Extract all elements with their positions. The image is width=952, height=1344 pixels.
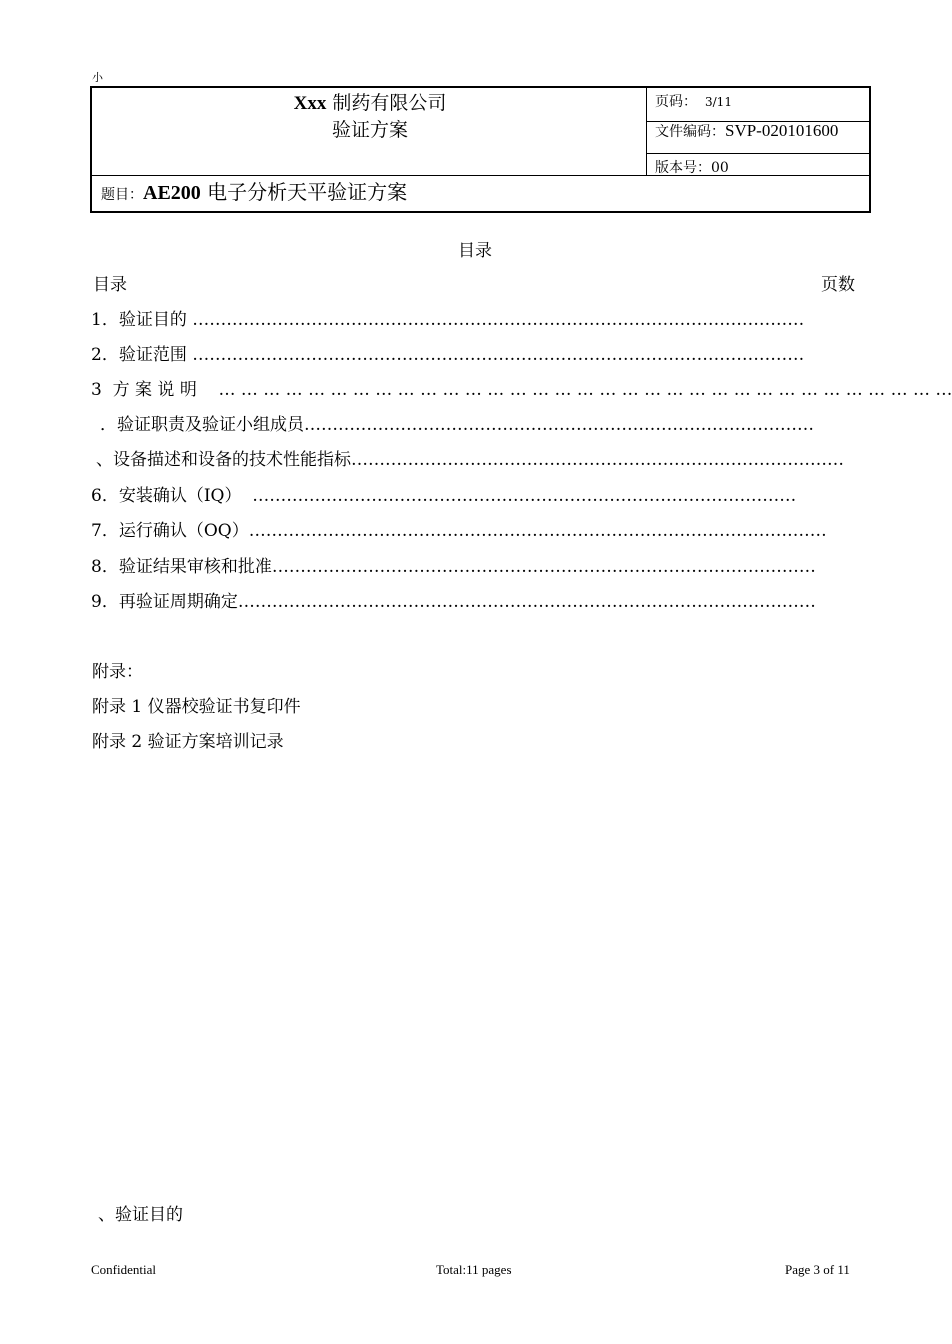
- document-title: [143, 180, 407, 204]
- page-number-field: [655, 91, 732, 111]
- footer-confidential: Confidential: [91, 1262, 156, 1277]
- appendix-heading: 附录：: [92, 662, 143, 682]
- document-header-table: [90, 86, 871, 213]
- company-suffix: 制药有限公司: [326, 92, 447, 114]
- title-model: AE200: [143, 182, 201, 204]
- toc-item-label: 9．再验证周期确定: [91, 592, 238, 612]
- version-value: 00: [711, 160, 729, 176]
- toc-item-label: 2．验证范围: [91, 345, 193, 365]
- page-number-label: 页码：: [655, 94, 697, 110]
- file-code-value: SVP-020101600: [725, 121, 839, 140]
- toc-leader: …………………………………………………………………………………………: [237, 592, 816, 612]
- company-prefix: Xxx: [293, 93, 327, 114]
- toc-item-label: 7．运行确认（OQ）: [91, 521, 249, 541]
- document-title-row: [101, 176, 407, 205]
- toc-item-label: 1．验证目的: [91, 310, 193, 330]
- toc-heading: 目录: [458, 241, 492, 261]
- toc-leader: ………………………………………………………………………………: [304, 415, 814, 435]
- title-text: 电子分析天平验证方案: [200, 180, 408, 204]
- header-divider-vertical: [646, 88, 647, 175]
- version-field: [655, 157, 729, 177]
- footer-total-pages: Total:11 pages: [436, 1262, 512, 1277]
- toc-leader: ………………………………………………………………………………………………: [192, 345, 805, 365]
- toc-item[interactable]: [91, 340, 851, 365]
- company-name: [280, 88, 460, 115]
- document-type: 验证方案: [331, 119, 408, 141]
- title-label: 题目：: [101, 187, 143, 203]
- toc-leader: … … … … … … … … … … … … … … … … … … … … … … … … … … … … … … … … …: [218, 380, 952, 400]
- toc-item[interactable]: [100, 410, 860, 435]
- toc-column-label: 目录: [93, 275, 127, 295]
- version-label: 版本号：: [655, 160, 711, 176]
- toc-leader: ………………………………………………………………………………………………: [192, 310, 805, 330]
- file-code-label: 文件编码：: [655, 124, 725, 140]
- toc-item[interactable]: [91, 481, 851, 506]
- header-divider-meta-2: [646, 153, 869, 154]
- toc-page-column-label: 页数: [821, 275, 855, 295]
- footer-page-number: Page 3 of 11: [785, 1262, 850, 1277]
- toc-item[interactable]: [91, 587, 841, 612]
- toc-item[interactable]: [91, 375, 952, 400]
- section-heading: 、验证目的: [98, 1205, 183, 1225]
- toc-leader: ……………………………………………………………………………………: [252, 486, 797, 506]
- toc-item[interactable]: [96, 445, 856, 470]
- toc-leader: …………………………………………………………………………………………: [248, 521, 827, 541]
- file-code-field: [655, 121, 838, 141]
- toc-item[interactable]: [91, 516, 851, 541]
- toc-item-label: 3 方 案 说 明: [91, 380, 219, 400]
- appendix-item: 附录 2 验证方案培训记录: [92, 732, 284, 752]
- toc-item-label: 6．安装确认（IQ）: [91, 486, 253, 506]
- toc-item-label: 、设备描述和设备的技术性能指标: [96, 450, 351, 470]
- toc-item-label: 8．验证结果审核和批准: [91, 557, 272, 577]
- appendix-item: 附录 1 仪器校验证书复印件: [92, 697, 301, 717]
- toc-item[interactable]: [91, 552, 841, 577]
- corner-mark: 小: [92, 71, 103, 84]
- toc-item-label: ．验证职责及验证小组成员: [100, 415, 304, 435]
- toc-leader: ……………………………………………………………………………………: [271, 557, 816, 577]
- toc-leader: ……………………………………………………………………………: [351, 450, 844, 470]
- toc-item[interactable]: [91, 305, 851, 330]
- page-number-value: 3/11: [705, 95, 732, 109]
